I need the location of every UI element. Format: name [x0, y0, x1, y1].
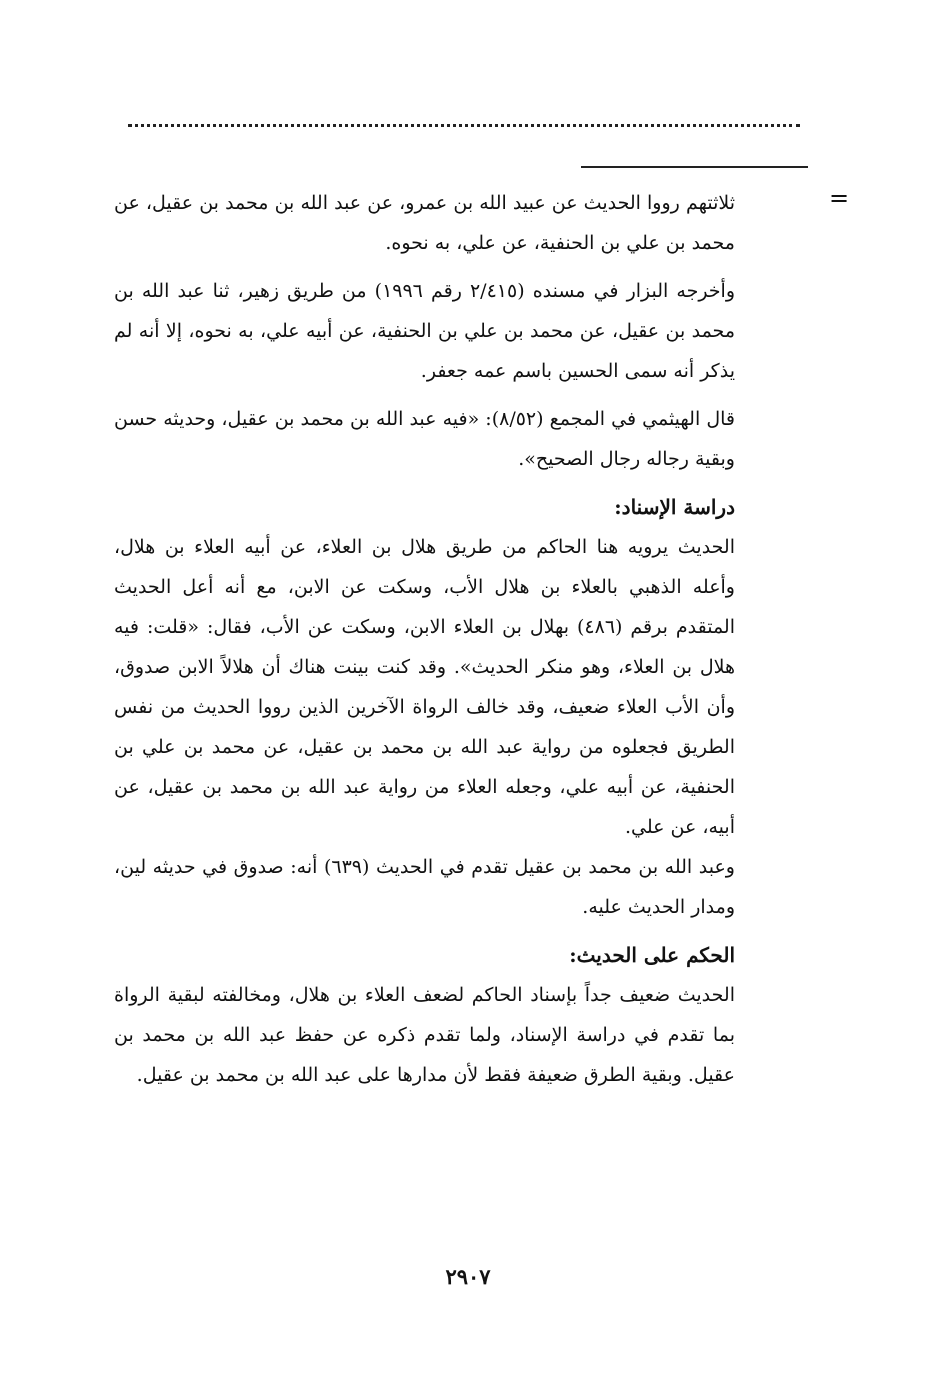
- section-heading-isnad-study: دراسة الإسناد:: [614, 495, 735, 519]
- page-number: ٢٩٠٧: [445, 1264, 491, 1289]
- body-paragraph: وعبد الله بن محمد بن عقيل تقدم في الحديث (٦٣٩) أنه: صدوق في حديثه لين، ومدار الحديث عليه.: [114, 856, 735, 918]
- section-heading-hadith-ruling: الحكم على الحديث:: [569, 943, 735, 967]
- body-paragraph: الحديث ضعيف جداً بإسناد الحاكم لضعف العلاء بن هلال، ومخالفته لبقية الرواة بما تقدم في دراسة الإسناد، ولما تقدم ذكره عن حفظ عبد الله بن محمد بن عقيل. وبقية الطرق ضعيفة فقط لأن مدارها على عبد الله بن محمد بن عقيل.: [114, 984, 735, 1086]
- footnote-paragraph: ثلاثتهم رووا الحديث عن عبيد الله بن عمرو، عن عبد الله بن محمد بن عقيل، عن محمد بن علي بن الحنفية، عن علي، به نحوه.: [114, 192, 735, 254]
- footnote-paragraph: وأخرجه البزار في مسنده (٢/٤١٥ رقم ١٩٩٦) من طريق زهير، ثنا عبد الله بن محمد بن عقيل، عن محمد بن علي بن الحنفية، عن أبيه علي، به نحوه، إلا أنه لم يذكر أنه سمى الحسين باسم عمه جعفر.: [114, 280, 736, 382]
- footnote-rule: [581, 166, 808, 168]
- dotted-separator: [128, 124, 800, 127]
- page-body: [114, 183, 735, 1095]
- footnote-paragraph: قال الهيثمي في المجمع (٨/٥٢): «فيه عبد الله بن محمد بن عقيل، وحديثه حسن وبقية رجاله رجال الصحيح».: [114, 408, 735, 470]
- body-paragraph: الحديث يرويه هنا الحاكم من طريق هلال بن العلاء، عن أبيه العلاء بن هلال، وأعله الذهبي بالعلاء بن هلال الأب، وسكت عن الابن، مع أنه أعل الحديث المتقدم برقم (٤٨٦) بهلال بن العلاء الابن، وسكت عن الأب، فقال: «قلت: فيه هلال بن العلاء، وهو منكر الحديث». وقد كنت بينت هناك أن هلالاً الابن صدوق، وأن الأب العلاء ضعيف، وقد خالف الرواة الآخرين الذين رووا الحديث من نفس الطريق فجعلوه من رواية عبد الله بن محمد بن عقيل، عن محمد بن علي بن الحنفية، عن أبيه علي، وجعله العلاء من رواية عبد الله بن محمد بن عقيل، عن أبيه، عن علي.: [114, 536, 735, 838]
- continuation-mark: =: [829, 184, 850, 212]
